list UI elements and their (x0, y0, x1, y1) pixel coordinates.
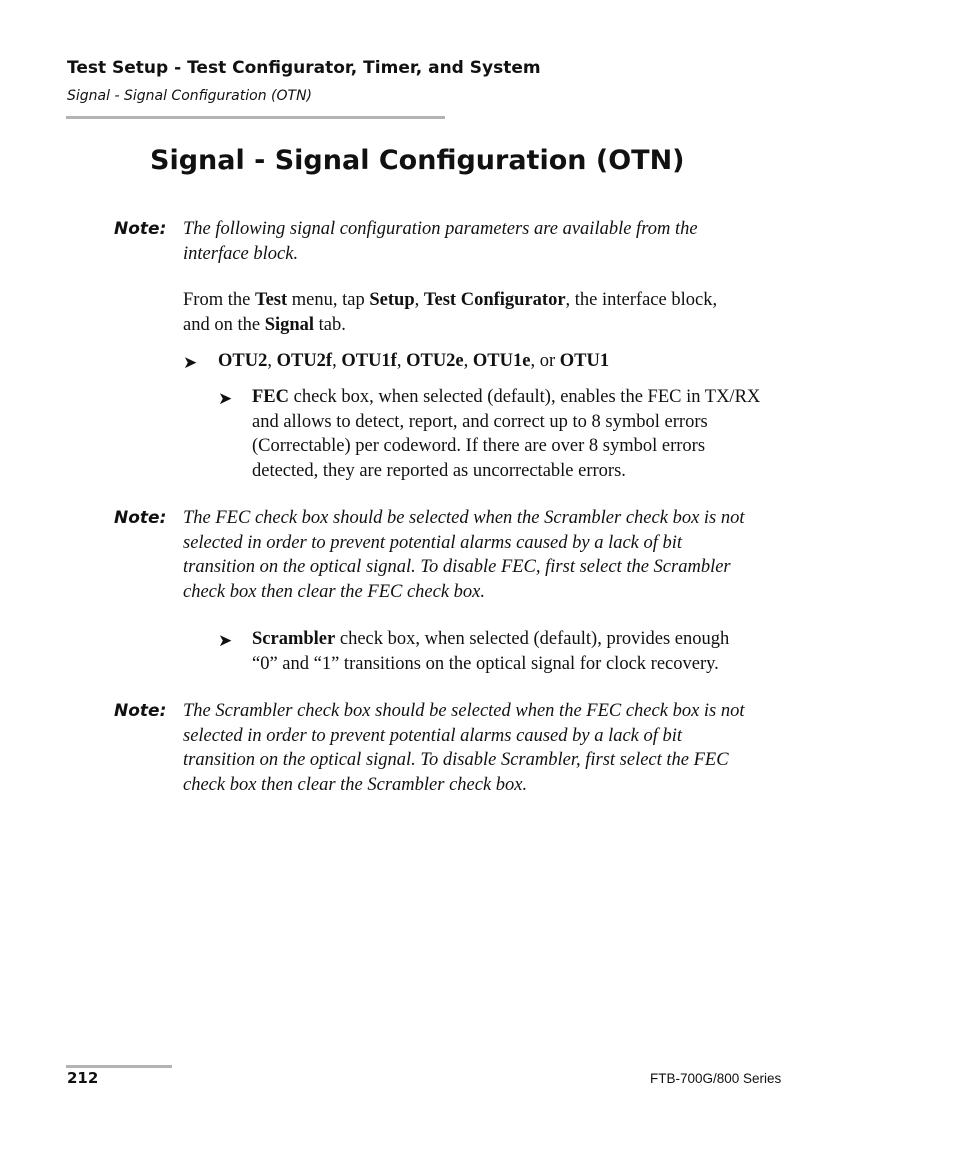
note-label: Note: (114, 508, 167, 528)
interface-otu1e: OTU1e (472, 351, 531, 371)
fec-text: check box, when selected (default), enables the FEC in TX/RX (289, 387, 761, 407)
running-header-title: Test Setup - Test Configurator, Timer, and System (67, 58, 541, 78)
running-header-subtitle: Signal - Signal Configuration (OTN) (67, 88, 312, 104)
note-line: transition on the optical signal. To disable FEC, first select the Scrambler (183, 557, 731, 577)
scrambler-text: check box, when selected (default), provides enough (335, 629, 730, 649)
menu-name-test: Test (254, 290, 288, 310)
note-line: check box then clear the Scrambler check box. (183, 774, 528, 795)
fec-term: FEC (252, 387, 289, 407)
menu-name-test-configurator: Test Configurator (423, 290, 566, 310)
note-label: Note: (114, 701, 167, 721)
intro-text: tab. (314, 314, 346, 335)
intro-text: , the interface block, (565, 290, 718, 310)
intro-text: , (414, 290, 424, 310)
separator: , (267, 351, 277, 371)
bullet-arrow-icon: ➤ (218, 389, 233, 409)
note-text (183, 506, 823, 604)
note-text (183, 699, 823, 797)
fec-line: and allows to detect, report, and correct up to 8 symbol errors (252, 411, 708, 432)
intro-paragraph (183, 288, 823, 337)
header-rule (66, 116, 445, 119)
fec-description (252, 385, 832, 483)
scrambler-description (252, 627, 832, 676)
note-line: check box then clear the FEC check box. (183, 581, 486, 602)
menu-name-setup: Setup (369, 290, 415, 310)
note-line: selected in order to prevent potential alarms caused by a lack of bit (183, 532, 683, 553)
interface-otu1: OTU1 (559, 351, 610, 371)
note-line: transition on the optical signal. To disable Scrambler, first select the FEC (183, 750, 729, 770)
interface-otu2: OTU2 (218, 351, 268, 371)
note-line: The FEC check box should be selected when the Scrambler check box is not (183, 508, 745, 528)
note-line: selected in order to prevent potential alarms caused by a lack of bit (183, 725, 683, 746)
separator: , (332, 351, 342, 371)
note-line: interface block. (183, 243, 299, 264)
fec-line: (Correctable) per codeword. If there are over 8 symbol errors (252, 436, 706, 456)
bullet-arrow-icon: ➤ (218, 631, 233, 651)
intro-text: menu, tap (287, 290, 370, 310)
bullet-arrow-icon: ➤ (183, 353, 198, 373)
note-text (183, 217, 823, 266)
page-number: 212 (67, 1069, 99, 1087)
separator: , (463, 351, 473, 371)
product-series: FTB-700G/800 Series (650, 1071, 782, 1086)
page-title: Signal - Signal Configuration (OTN) (150, 145, 685, 176)
scrambler-term: Scrambler (252, 629, 336, 649)
interfaces-list (218, 349, 609, 374)
intro-text: From the (183, 290, 255, 310)
note-line: The Scrambler check box should be selected when the FEC check box is not (183, 701, 745, 721)
footer-rule (66, 1065, 172, 1068)
interface-otu1f: OTU1f (341, 351, 397, 371)
interface-otu2f: OTU2f (276, 351, 333, 371)
intro-line (183, 313, 823, 338)
interface-otu2e: OTU2e (406, 351, 464, 371)
scrambler-line (252, 627, 832, 652)
intro-line (183, 288, 823, 313)
note-line: The following signal configuration parameters are available from the (183, 219, 698, 239)
note-label: Note: (114, 219, 167, 239)
intro-text: and on the (183, 314, 265, 335)
separator: , (396, 351, 407, 371)
fec-line: detected, they are reported as uncorrectable errors. (252, 460, 626, 481)
tab-name-signal: Signal (264, 314, 315, 335)
scrambler-line: “0” and “1” transitions on the optical signal for clock recovery. (252, 653, 719, 674)
separator: , or (530, 351, 560, 371)
fec-line (252, 385, 832, 410)
